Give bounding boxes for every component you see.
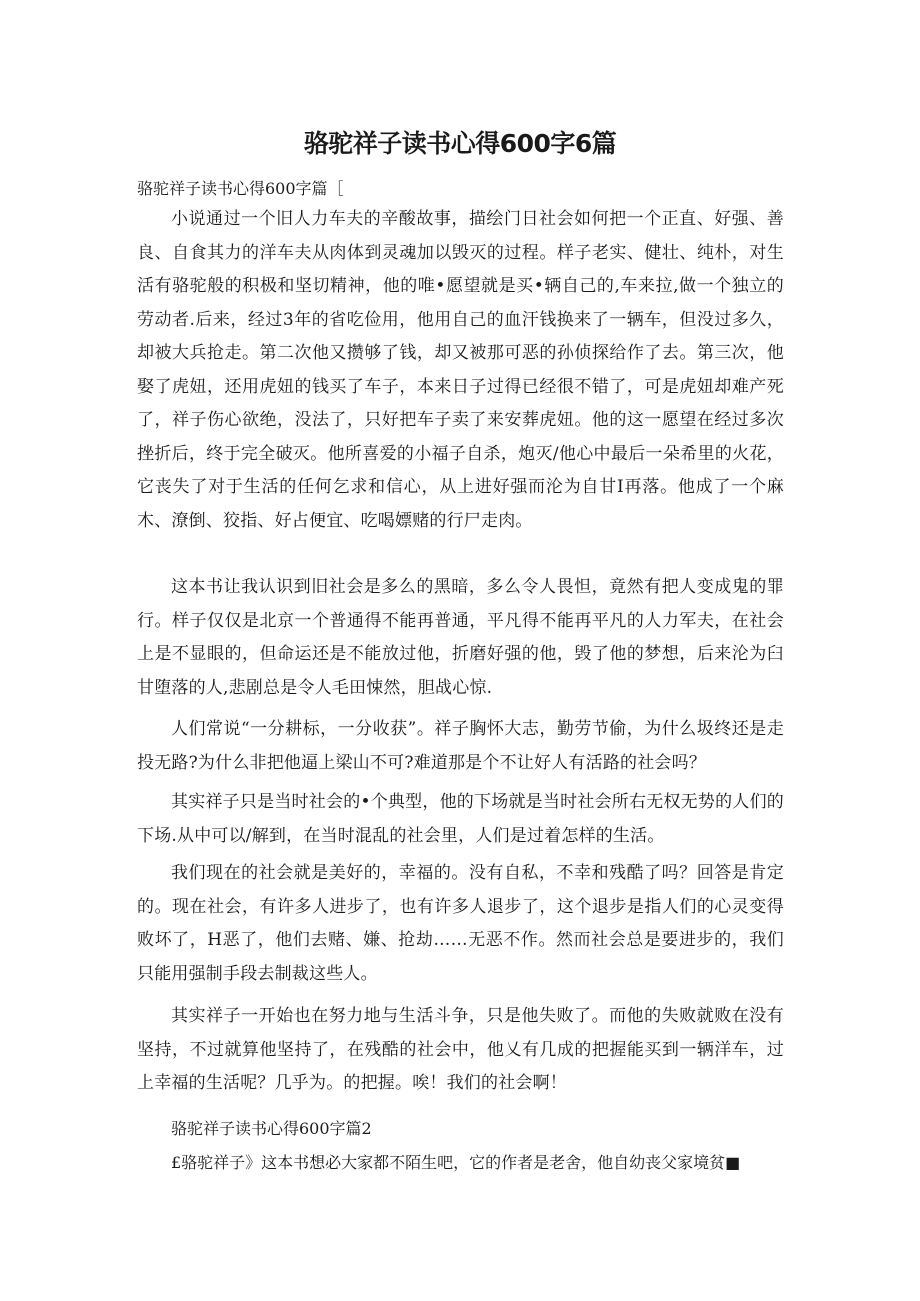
paragraph-5: 我们现在的社会就是美好的，幸福的。没有自私，不幸和残酷了吗？回答是肯定的。现在社会，有许多人进步了，也有许多人退步了，这个退步是指人们的心灵变得败坏了，H恶了，他们去赌、嫌、抢劫……无恶不作。然而社会总是要进步的，我们只能用强制手段去制裁这些人。 <box>137 863 784 984</box>
paragraph-6: 其实祥子一开始也在努力地与生活斗争，只是他失败了。而他的失败就败在没有坚持，不过就算他坚持了，在残酷的社会中，他乂有几成的把握能买到一辆洋车，过上幸福的生活呢？几乎为。的把握。唉！我们的社会啊！ <box>137 1006 784 1093</box>
document-title: 骆驼祥子读书心得600字6篇 <box>303 129 617 158</box>
paragraph-2: 这本书让我认识到旧社会是多么的黑暗，多么令人畏怛，竟然有把人变成鬼的罪行。样子仅仅是北京一个普通得不能再普通，平凡得不能再平凡的人力军夫，在社会上是不显眼的，但命运还是不能放过他，折磨好强的他，毁了他的梦想，后来沦为臼甘堕落的人,悲剧总是令人毛田悚然，胆战心惊. <box>137 577 784 698</box>
section-heading-1: 骆驼祥子读书心得600字篇［ <box>137 179 344 198</box>
section-heading-2: 骆驼祥子读书心得600字篇2 <box>171 1119 372 1138</box>
paragraph-1: 小说通过一个旧人力车夫的辛酸故事，描绘门日社会如何把一个正直、好强、善良、自食其力的洋车夫从肉体到灵魂加以毁灭的过程。样子老实、健壮、纯朴，对生活有骆驼般的积极和坚切精神，他的唯•愿望就是买•辆自己的,车来拉,做一个独立的劳动者.后来，经过3年的省吃俭用，他用自己的血汗钱换来了一辆车，但没过多久，却被大兵抢走。第二次他又攒够了钱，却又被那可恶的孙侦探给作了去。第三次，他娶了虎妞，还用虎妞的钱买了车子，本来日子过得已经很不错了，可是虎妞却难产死了，祥子伤心欲绝，没法了，只好把车子卖了来安葬虎妞。他的这一愿望在经过多次挫折后，终于完全破灭。他所喜爱的小福子自杀，炮灭/他心中最后一朵希里的火花，它丧失了对于生活的任何乞求和信心，从上进好强而沦为自甘I再落。他成了一个麻木、潦倒、狡指、好占便宜、吃喝嫖赌的行尸走肉。 <box>137 209 784 531</box>
paragraph-3: 人们常说“一分耕标，一分收获”。祥子胸怀大志，勤劳节偷，为什么圾终还是走投无路?为什么非把他逼上梁山不可?难道那是个不让好人有活路的社会吗？ <box>137 719 784 773</box>
section-2-first-line: £骆驼祥子》这本书想必大家都不陌生吧，它的作者是老舍，他自幼丧父家境贫■ <box>171 1153 741 1172</box>
paragraph-4: 其实祥子只是当时社会的•个典型，他的下场就是当时社会所右无权无势的人们的下场.从中可以/解到，在当时混乱的社会里，人们是过着怎样的生活。 <box>137 792 784 846</box>
